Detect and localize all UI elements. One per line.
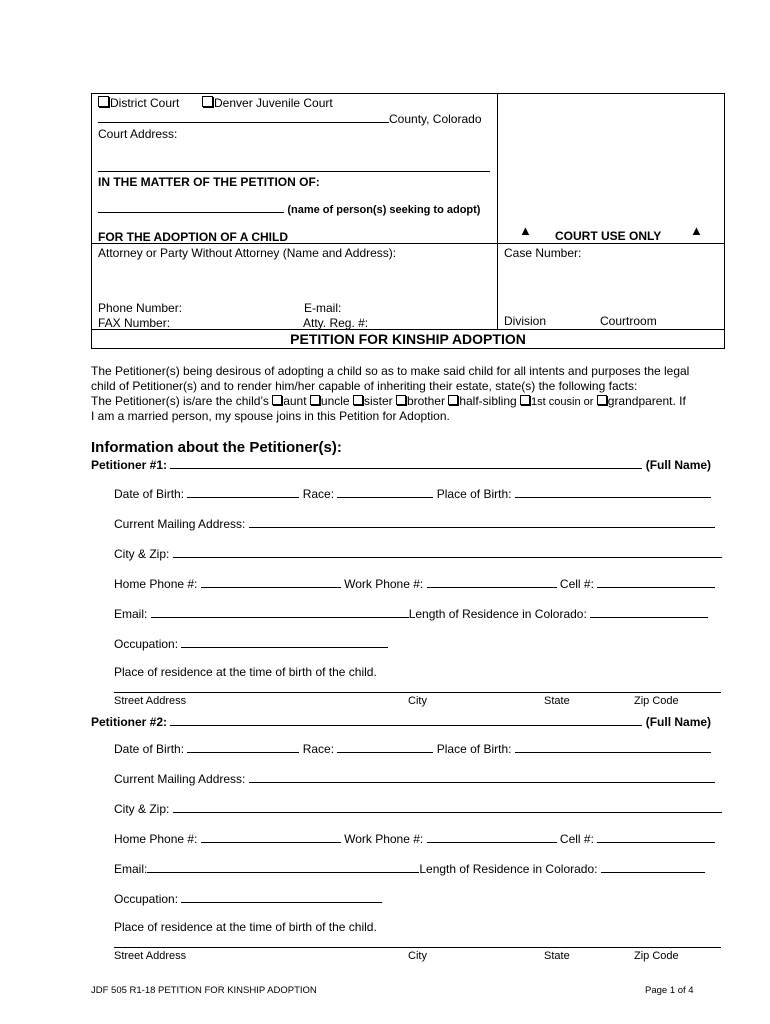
fax-label: FAX Number: — [98, 316, 171, 330]
phone-label: Phone Number: — [98, 301, 183, 315]
cell-blank[interactable] — [597, 831, 715, 843]
sister-checkbox[interactable] — [353, 395, 363, 405]
phone-row: Home Phone #: Work Phone #: Cell #: — [114, 576, 715, 591]
district-court-option[interactable]: District Court — [98, 96, 179, 110]
work-phone-blank[interactable] — [427, 576, 557, 588]
grandparent-checkbox[interactable] — [597, 395, 607, 405]
relation-uncle[interactable]: uncle — [310, 394, 350, 408]
half-sibling-checkbox[interactable] — [448, 395, 458, 405]
juvenile-court-option[interactable]: Denver Juvenile Court — [202, 96, 333, 110]
relation-first-cousin[interactable]: 1st cousin or — [520, 394, 593, 408]
city-zip-blank[interactable] — [173, 546, 722, 558]
petitioner-name-field[interactable]: (name of person(s) seeking to adopt) — [98, 201, 480, 216]
dob-row: Date of Birth: Race: Place of Birth: — [114, 486, 711, 501]
intro-line-4: I am a married person, my spouse joins in this Petition for Adoption. — [91, 409, 450, 423]
juvenile-court-checkbox[interactable] — [202, 96, 213, 107]
petitioner-label[interactable]: Petitioner #2: (Full Name) — [91, 715, 712, 729]
pob-blank[interactable] — [515, 741, 711, 753]
race-blank[interactable] — [337, 741, 433, 753]
relation-half-sibling[interactable]: half-sibling — [448, 394, 516, 408]
city-zip-blank[interactable] — [173, 801, 722, 813]
petitioner-name-blank[interactable] — [98, 201, 284, 213]
relationship-line: The Petitioner(s) is/are the child’s aunt uncle sister brother half-sibling 1st cousin or grandparent. If — [91, 394, 686, 408]
form-title: PETITION FOR KINSHIP ADOPTION — [290, 331, 526, 347]
cell-blank[interactable] — [597, 576, 715, 588]
home-phone-blank[interactable] — [201, 831, 341, 843]
adoption-heading: FOR THE ADOPTION OF A CHILD — [98, 230, 288, 244]
court-address-label: Court Address: — [98, 127, 178, 141]
birth-residence-label: Place of residence at the time of birth of the child. — [114, 920, 377, 934]
residence-blank[interactable] — [590, 606, 708, 618]
mailing-row: Current Mailing Address: — [114, 516, 715, 531]
section-title: Information about the Petitioner(s): — [91, 439, 342, 456]
courtroom-label: Courtroom — [600, 314, 657, 328]
email-blank[interactable] — [151, 606, 409, 618]
aunt-checkbox[interactable] — [272, 395, 282, 405]
email-blank[interactable] — [147, 861, 419, 873]
home-phone-blank[interactable] — [201, 576, 341, 588]
division-label: Division — [504, 314, 547, 328]
full-name-blank[interactable] — [170, 714, 642, 726]
uncle-checkbox[interactable] — [310, 395, 320, 405]
mailing-blank[interactable] — [249, 771, 715, 783]
full-name-blank[interactable] — [170, 457, 642, 469]
dob-blank[interactable] — [187, 741, 299, 753]
city-zip-row: City & Zip: — [114, 546, 722, 561]
attorney-label: Attorney or Party Without Attorney (Name and Address): — [98, 246, 397, 260]
phone-row: Home Phone #: Work Phone #: Cell #: — [114, 831, 715, 846]
court-address-blank[interactable] — [98, 171, 490, 172]
birth-residence-blank[interactable]: Street Address City State Zip Code — [114, 692, 721, 709]
petitioner-label[interactable]: Petitioner #1: (Full Name) — [91, 458, 712, 472]
residence-blank[interactable] — [601, 861, 705, 873]
matter-heading: IN THE MATTER OF THE PETITION OF: — [98, 175, 320, 189]
occupation-row: Occupation: — [114, 636, 388, 651]
email-row: Email: Length of Residence in Colorado: — [114, 861, 705, 876]
court-use-only: COURT USE ONLY — [555, 229, 662, 243]
relation-sister[interactable]: sister — [353, 394, 393, 408]
work-phone-blank[interactable] — [427, 831, 557, 843]
mailing-blank[interactable] — [249, 516, 715, 528]
email-label: E-mail: — [304, 301, 342, 315]
dob-blank[interactable] — [187, 486, 299, 498]
pob-blank[interactable] — [515, 486, 711, 498]
first-cousin-checkbox[interactable] — [520, 395, 530, 405]
up-arrow-icon: ▲ — [690, 223, 703, 238]
city-zip-row: City & Zip: — [114, 801, 722, 816]
case-number-label: Case Number: — [504, 246, 582, 260]
occupation-blank[interactable] — [181, 891, 382, 903]
county-field[interactable]: County, Colorado — [98, 111, 482, 126]
district-court-checkbox[interactable] — [98, 96, 109, 107]
relation-aunt[interactable]: aunt — [272, 394, 306, 408]
page-number: Page 1 of 4 — [645, 985, 694, 996]
birth-residence-label: Place of residence at the time of birth of the child. — [114, 665, 377, 679]
dob-row: Date of Birth: Race: Place of Birth: — [114, 741, 711, 756]
occupation-blank[interactable] — [181, 636, 388, 648]
occupation-row: Occupation: — [114, 891, 382, 906]
relation-grandparent[interactable]: grandparent. — [597, 394, 676, 408]
atty-reg-label: Atty. Reg. #: — [303, 316, 369, 330]
county-blank[interactable] — [98, 111, 389, 123]
mailing-row: Current Mailing Address: — [114, 771, 715, 786]
brother-checkbox[interactable] — [396, 395, 406, 405]
relation-brother[interactable]: brother — [396, 394, 445, 408]
form-id: JDF 505 R1-18 PETITION FOR KINSHIP ADOPTION — [91, 985, 317, 996]
birth-residence-blank[interactable]: Street Address City State Zip Code — [114, 947, 721, 964]
intro-line-2: child of Petitioner(s) and to render him/her capable of inheriting their estate, state(s) the following facts: — [91, 379, 638, 393]
email-row: Email: Length of Residence in Colorado: — [114, 606, 708, 621]
intro-line-1: The Petitioner(s) being desirous of adopting a child so as to make said child for all intents and purposes the legal — [91, 364, 690, 378]
up-arrow-icon: ▲ — [519, 223, 532, 238]
race-blank[interactable] — [337, 486, 433, 498]
